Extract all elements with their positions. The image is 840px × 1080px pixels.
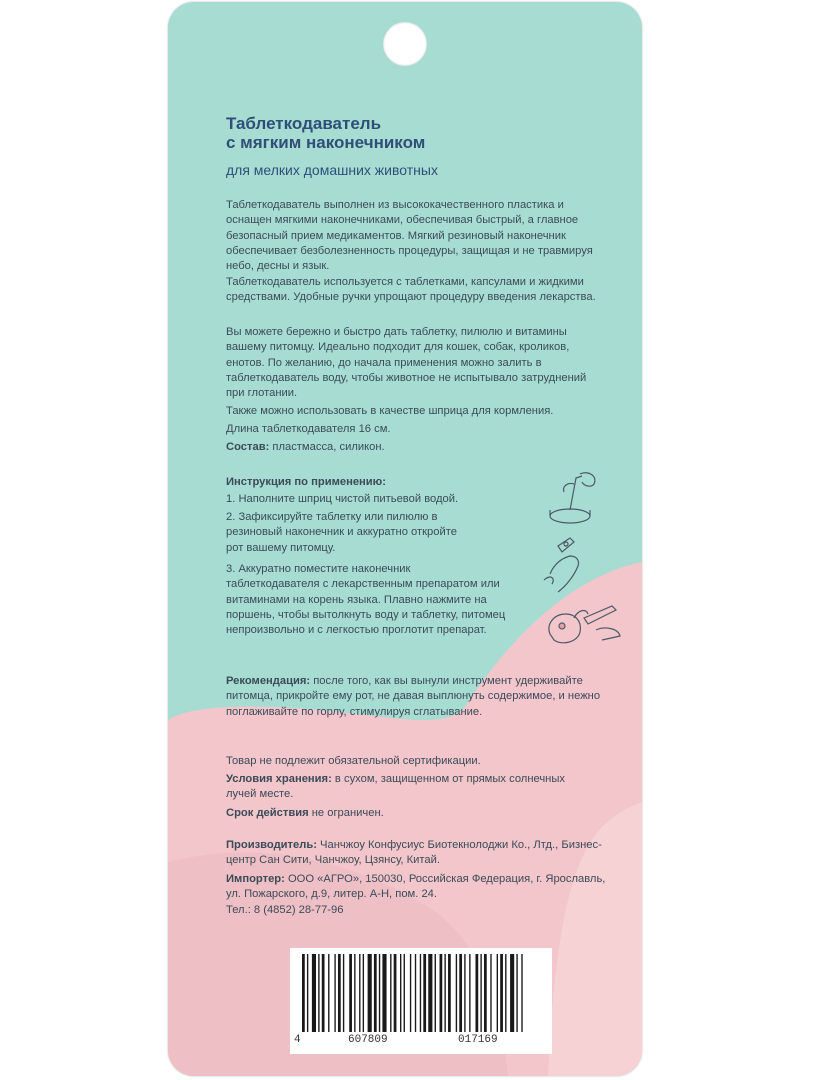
barcode-bar [521,954,522,1032]
importer-label: Импортер: [226,873,285,885]
expiry-text: не ограничен. [308,807,384,819]
expiry [226,806,606,821]
barcode-bar [475,954,478,1032]
description-paragraph-5: Длина таблеткодавателя 16 см. [226,423,391,435]
barcode-bar [444,954,445,1032]
certification-note: Товар не подлежит обязательной сертификации. [226,755,481,767]
importer [226,872,606,903]
description-paragraph-1: Таблеткодаватель выполнен из высококачественного пластика и оснащен мягкими наконечниками, обеспечивая быстрый, а главное безопасный прием медикаментов. Мягкий резиновый наконечник обеспечивает безболезненность процедуры, защищая и не травмируя небо, десны и язык. [226,199,593,273]
barcode-bar [497,954,498,1032]
give-pill-illustration [540,588,624,658]
manufacturer [226,838,606,869]
barcode-bar [428,954,432,1032]
barcode [290,948,552,1054]
barcode-bar [359,954,360,1032]
barcode-bar [363,954,364,1032]
description-paragraph-3: Вы можете бережно и быстро дать таблетку, пилюлю и витамины вашему питомцу. Идеально подходит для кошек, собак, кроликов, енотов. По желанию, до начала применения можно залить в таблеткодаватель воду, чтобы животное не испытывало затруднений при глотании. [226,326,587,400]
manufacturer-label: Производитель: [226,839,317,851]
barcode-bar [379,954,380,1032]
barcode-bar [343,954,344,1032]
barcode-bar [404,954,405,1032]
barcode-bar [500,954,503,1032]
barcode-bar [459,954,462,1032]
recommendation-label: Рекомендация: [226,675,311,687]
instruction-step-3: 3. Аккуратно поместите наконечник таблеткодавателя с лекарственным препаратом или витаминами на корень языка. Плавно нажмите на поршень, чтобы вытолкнуть воду и таблетку, питомец непроизвольно и с легкостью проглотит препарат. [226,563,506,637]
barcode-bar [382,954,386,1032]
barcode-first-digit: 4 [294,1034,301,1046]
importer-text: ООО «АГРО», 150030, Российская Федерация, г. Ярославль, ул. Пожарского, д.9, литер. А-Н, пом. 24. [226,873,606,901]
barcode-bar [490,954,491,1032]
description-paragraph-4: Также можно использовать в качестве шприца для кормления. [226,405,554,417]
barcode-bar [334,954,335,1032]
recommendation-text: после того, как вы вынули инструмент удерживайте питомца, прикройте ему рот, не давая выплюнуть содержимое, и нежно поглаживайте по горлу, стимулируя сглатывание. [226,675,601,718]
barcode-bar [484,954,487,1032]
title-line-2: с мягким наконечником [226,133,426,152]
barcode-bar [423,954,426,1032]
barcode-bar [354,954,355,1032]
barcode-bar [390,954,391,1032]
composition-value: пластмасса, силикон. [269,441,385,453]
phone: Тел.: 8 (4852) 28-77-96 [226,904,344,916]
barcode-group-1: 607809 [348,1034,388,1046]
barcode-bar [368,954,372,1032]
instructions-heading: Инструкция по применению: [226,476,386,488]
barcode-bar [415,954,416,1032]
barcode-bar [374,954,377,1032]
product-subtitle: для мелких домашних животных [226,162,438,178]
instruction-step-2: 2. Зафиксируйте таблетку или пилюлю в резиновый наконечник и аккуратно откройте рот вашему питомцу. [226,511,457,554]
barcode-bar [510,954,514,1032]
barcode-bar [435,954,436,1032]
barcode-bar [328,954,329,1032]
packaging-card [168,2,642,1076]
barcode-bar [448,954,451,1032]
barcode-bar [456,954,457,1032]
barcode-bar [312,954,316,1032]
barcode-group-2: 017169 [458,1034,498,1046]
barcode-bar [318,954,319,1032]
description-paragraph-2: Таблеткодаватель используется с таблетками, капсулами и жидкими средствами. Удобные ручки упрощают процедуру введения лекарства. [226,276,596,304]
barcode-bar [302,954,305,1032]
barcode-bar [349,954,352,1032]
barcode-bar [410,954,411,1032]
hang-hole [383,22,427,66]
barcode-bar [394,954,397,1032]
pill-hand-illustration [540,534,598,596]
product-title [226,114,586,152]
manufacturer-text: Чанчжоу Конфусиус Биотекнолоджи Ко., Лтд., Бизнес-центр Сан Сити, Чанчжоу, Цзянсу, Китай. [226,839,602,867]
barcode-bar [516,954,517,1032]
storage-label: Условия хранения: [226,773,332,785]
fill-syringe-illustration [536,470,608,528]
barcode-bar [505,954,506,1032]
composition-label: Состав: [226,441,270,453]
barcode-bar [307,954,308,1032]
title-line-1: Таблеткодаватель [226,114,382,133]
barcode-bar [322,954,325,1032]
barcode-bar [440,954,443,1032]
storage-conditions [226,772,566,803]
barcode-bars [296,954,546,1032]
barcode-bar [338,954,341,1032]
expiry-label: Срок действия [226,807,309,819]
barcode-bar [469,954,470,1032]
composition [226,440,606,455]
instruction-step-1: 1. Наполните шприц чистой питьевой водой. [226,493,459,505]
barcode-bar [480,954,481,1032]
storage-text: в сухом, защищенном от прямых солнечных лучей месте. [226,773,565,801]
barcode-bar [464,954,465,1032]
barcode-bar [400,954,401,1032]
recommendation [226,674,606,720]
barcode-bar [420,954,421,1032]
